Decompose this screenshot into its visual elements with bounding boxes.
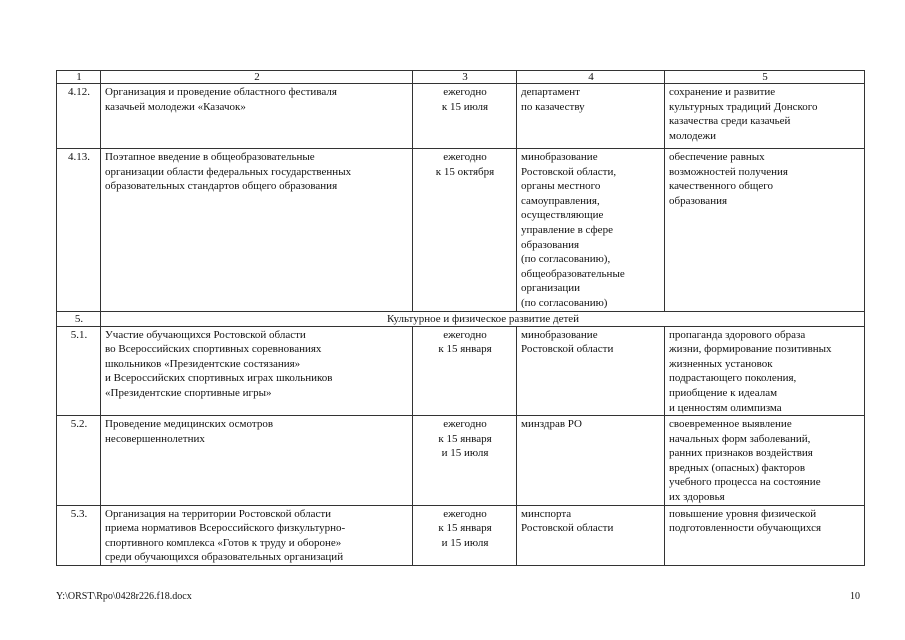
term-cell: ежегодно к 15 января: [413, 326, 517, 416]
event-cell: Организация и проведение областного фестиваля казачьей молодежи «Казачок»: [101, 84, 413, 149]
term-cell: ежегодно к 15 января и 15 июля: [413, 416, 517, 506]
result-cell: сохранение и развитие культурных традиций Донского казачества среди казачьей молодежи: [665, 84, 865, 149]
item-number-cell: 5.1.: [57, 326, 101, 416]
term-cell: ежегодно к 15 октября: [413, 149, 517, 312]
column-number-cell: 5: [665, 71, 865, 84]
event-cell: Организация на территории Ростовской области приема нормативов Всероссийского физкультурно- спортивного комплекса «Готов к труду и обороне» среди обучающихся образовательных организаций: [101, 505, 413, 565]
result-cell: обеспечение равных возможностей получения качественного общего образования: [665, 149, 865, 312]
table-row: [57, 149, 865, 312]
table-row: [57, 326, 865, 416]
table-row: [57, 505, 865, 565]
item-number-cell: 5.2.: [57, 416, 101, 506]
page-number: 10: [850, 591, 860, 602]
table-row: [57, 84, 865, 149]
event-cell: Поэтапное введение в общеобразовательные организации области федеральных государственных образовательных стандартов общего образования: [101, 149, 413, 312]
term-cell: ежегодно к 15 июля: [413, 84, 517, 149]
executor-cell: минздрав РО: [517, 416, 665, 506]
table-row: [57, 416, 865, 506]
column-number-cell: 3: [413, 71, 517, 84]
item-number-cell: 5.3.: [57, 505, 101, 565]
term-cell: ежегодно к 15 января и 15 июля: [413, 505, 517, 565]
item-number-cell: 4.13.: [57, 149, 101, 312]
executor-cell: минобразование Ростовской области, органы местного самоуправления, осуществляющие управление в сфере образования (по согласованию), общеобразовательные организации (по согласованию): [517, 149, 665, 312]
column-number-cell: 1: [57, 71, 101, 84]
item-number-cell: 4.12.: [57, 84, 101, 149]
section-title-cell: Культурное и физическое развитие детей: [101, 311, 865, 326]
column-number-row: [57, 71, 865, 84]
event-cell: Проведение медицинских осмотров несовершеннолетних: [101, 416, 413, 506]
column-number-cell: 2: [101, 71, 413, 84]
result-cell: пропаганда здорового образа жизни, формирование позитивных жизненных установок подрастающего поколения, приобщение к идеалам и ценностям олимпизма: [665, 326, 865, 416]
section-heading-row: [57, 311, 865, 326]
column-number-cell: 4: [517, 71, 665, 84]
action-plan-table: [56, 70, 865, 566]
executor-cell: департамент по казачеству: [517, 84, 665, 149]
result-cell: повышение уровня физической подготовленности обучающихся: [665, 505, 865, 565]
section-number-cell: 5.: [57, 311, 101, 326]
executor-cell: минобразование Ростовской области: [517, 326, 665, 416]
footer-file-path: Y:\ORST\Rpo\0428r226.f18.docx: [56, 591, 192, 602]
executor-cell: минспорта Ростовской области: [517, 505, 665, 565]
result-cell: своевременное выявление начальных форм заболеваний, ранних признаков воздействия вредных (опасных) факторов учебного процесса на состояние их здоровья: [665, 416, 865, 506]
event-cell: Участие обучающихся Ростовской области во Всероссийских спортивных соревнованиях школьников «Президентские состязания» и Всероссийских спортивных играх школьников «Президентские спортивные игры»: [101, 326, 413, 416]
